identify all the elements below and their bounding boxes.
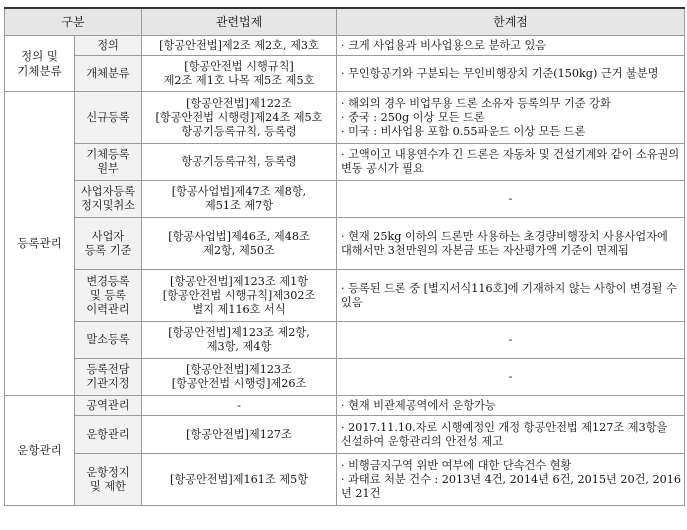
sub-cell: 등록전담 기관지정	[75, 359, 142, 396]
header-category: 구분	[5, 8, 142, 36]
sub-cell: 변경등록 및 등록 이력관리	[75, 270, 142, 322]
limit-cell: · 크게 사업용과 비사업용으로 분하고 있음	[337, 36, 685, 56]
table-row	[5, 416, 685, 454]
law-cell: [항공안전법]제127조	[142, 416, 337, 454]
sub-cell: 기체등록 원부	[75, 144, 142, 181]
limit-cell: · 고액이고 내용연수가 긴 드론은 자동차 및 건설기계와 같이 소유권의 변동 공시가 필요	[337, 144, 685, 181]
limit-cell: · 무인항공기와 구분되는 무인비행장치 기준(150kg) 근거 불분명	[337, 56, 685, 92]
table-row	[5, 270, 685, 322]
law-cell: [항공안전법]제123조 제2항, 제3항, 제4항	[142, 322, 337, 359]
header-limits: 한계점	[337, 8, 685, 36]
category-registration: 등록관리	[5, 92, 75, 396]
sub-cell: 사업자등록 정지및취소	[75, 181, 142, 218]
law-cell: [항공안전법]제2조 제2호, 제3호	[142, 36, 337, 56]
sub-cell: 공역관리	[75, 396, 142, 416]
category-operation: 운항관리	[5, 396, 75, 506]
limit-cell: -	[337, 322, 685, 359]
table-row	[5, 56, 685, 92]
sub-cell: 개체분류	[75, 56, 142, 92]
limit-cell: · 비행금지구역 위반 여부에 대한 단속건수 현황 · 과태료 처분 건수 : 2013년 4건, 2014년 6건, 2015년 20건, 2016년 21건	[337, 454, 685, 506]
table-row	[5, 454, 685, 506]
limit-cell: · 현재 25kg 이하의 드론만 사용하는 초경량비행장치 사용사업자에 대해서만 3천만원의 자본금 또는 자산평가액 기준이 면제됨	[337, 218, 685, 270]
sub-cell: 정의	[75, 36, 142, 56]
table-row	[5, 322, 685, 359]
table-row	[5, 144, 685, 181]
limit-cell: -	[337, 181, 685, 218]
table-row	[5, 218, 685, 270]
law-cell: [항공안전법]제122조 [항공안전법 시행령]제24조 제5호 항공기등록규칙, 등록령	[142, 92, 337, 144]
category-definition: 정의 및 기체분류	[5, 36, 75, 92]
table-row	[5, 396, 685, 416]
limit-cell: · 해외의 경우 비업무용 드론 소유자 등록의무 기준 강화 · 중국 : 250g 이상 모든 드론 · 미국 : 비사업용 포함 0.55파운드 이상 모든 드론	[337, 92, 685, 144]
table-row	[5, 92, 685, 144]
limit-cell: · 현재 비관제공역에서 운항가능	[337, 396, 685, 416]
law-cell: [항공안전법]제161조 제5항	[142, 454, 337, 506]
table-row	[5, 359, 685, 396]
law-cell: [항공사업법]제46조, 제48조 제2항, 제50조	[142, 218, 337, 270]
law-cell: [항공안전법]제123조 제1항 [항공안전법 시행규칙]제302조 별지 제116호 서식	[142, 270, 337, 322]
limit-cell: -	[337, 359, 685, 396]
sub-cell: 말소등록	[75, 322, 142, 359]
header-row	[5, 8, 685, 36]
law-cell: [항공안전법]제123조 [항공안전법 시행령]제26조	[142, 359, 337, 396]
legal-framework-table	[4, 7, 685, 506]
law-cell: [항공사업법]제47조 제8항, 제51조 제7항	[142, 181, 337, 218]
sub-cell: 사업자 등록 기준	[75, 218, 142, 270]
table-row	[5, 36, 685, 56]
sub-cell: 운항관리	[75, 416, 142, 454]
sub-cell: 신규등록	[75, 92, 142, 144]
law-cell: 항공기등록규칙, 등록령	[142, 144, 337, 181]
sub-cell: 운항정지 및 제한	[75, 454, 142, 506]
law-cell: -	[142, 396, 337, 416]
header-law: 관련법제	[142, 8, 337, 36]
law-cell: [항공안전법 시행규칙] 제2조 제1호 나목 제5조 제5호	[142, 56, 337, 92]
limit-cell: · 2017.11.10.자로 시행예정인 개정 항공안전법 제127조 제3항을 신설하여 운항관리의 안전성 제고	[337, 416, 685, 454]
limit-cell: · 등록된 드론 중 [별지서식116호]에 기재하지 않는 사항이 변경될 수 있음	[337, 270, 685, 322]
table-row	[5, 181, 685, 218]
